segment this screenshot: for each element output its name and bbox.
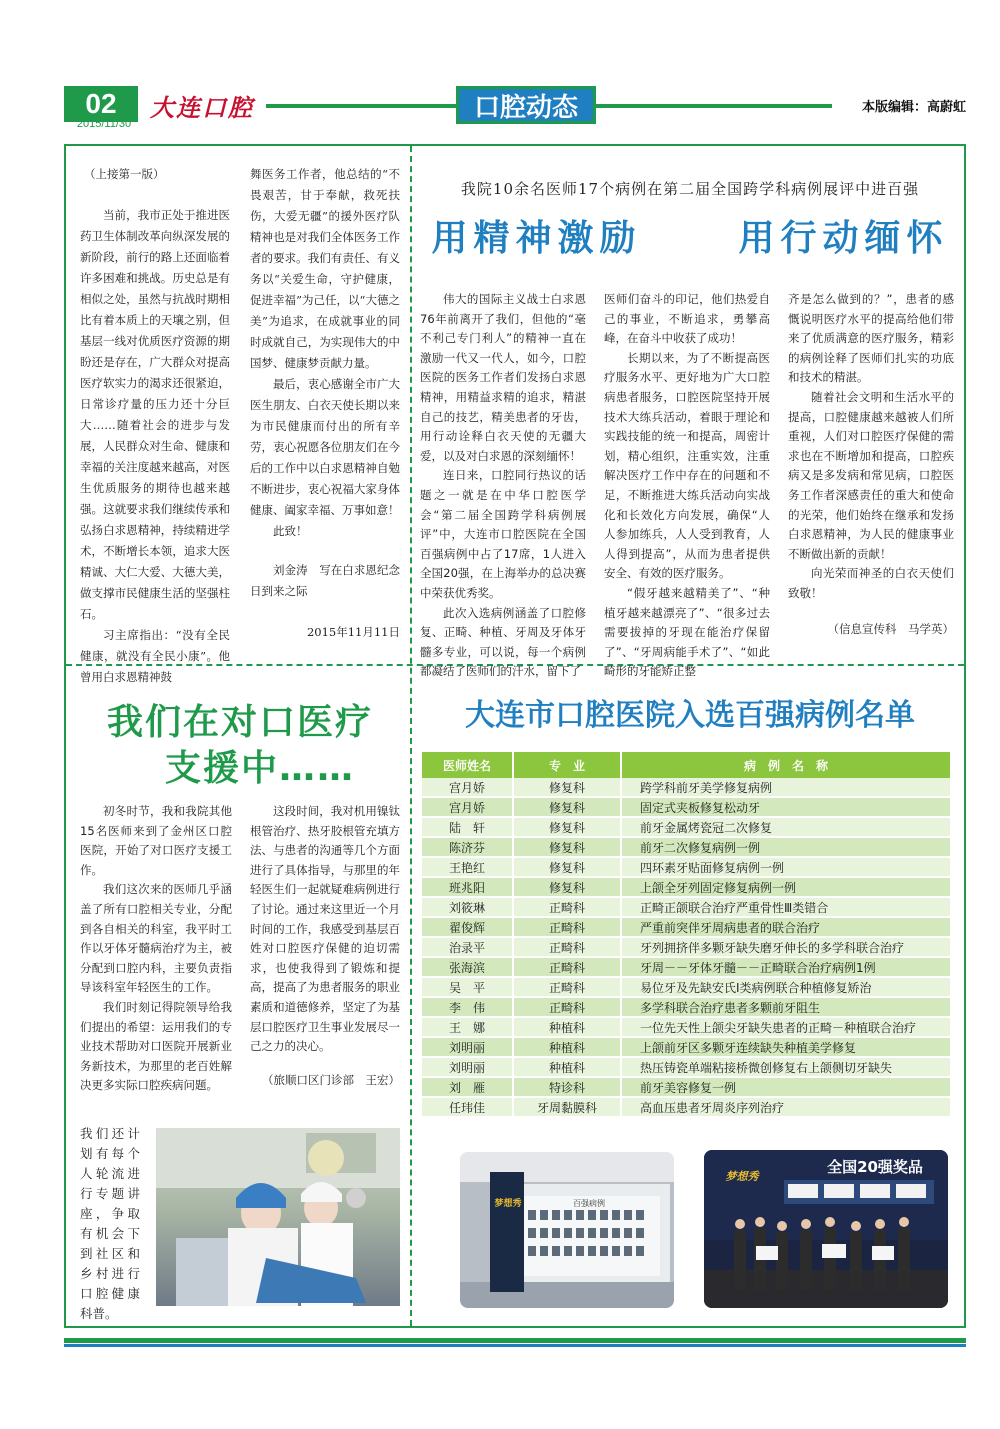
page-number: 02 xyxy=(64,86,138,122)
specialty-cell: 种植科 xyxy=(513,1057,621,1077)
paragraph: 初冬时节，我和我院其他15名医师来到了金州区口腔医院，开始了对口医疗支援工作。 xyxy=(80,804,232,877)
wall-illustration xyxy=(460,1152,674,1308)
header-case-name: 病 例 名 称 xyxy=(621,752,951,778)
headline-right: 用行动缅怀 xyxy=(738,218,949,259)
table-row xyxy=(422,1077,951,1097)
paragraph: 向光荣而神圣的白衣天使们致敬！ xyxy=(788,566,954,600)
paragraph: 齐是怎么做到的？”，患者的感慨说明医疗水平的提高给他们带来了优质满意的医疗服务，精彩的病例诠释了医师们扎实的功底和技术的精湛。 xyxy=(788,292,954,385)
award-banner-text: 全国20强奖品 xyxy=(827,1158,923,1176)
specialty-cell: 正畸科 xyxy=(513,937,621,957)
paragraph: 此次入选病例涵盖了口腔修复、正畸、种植、牙周及牙体牙髓多专业，可以说，每一个病例都凝结了医师们的汗水，留下了 xyxy=(420,605,586,679)
wall-banner-text: 梦想秀 xyxy=(494,1199,522,1209)
specialty-cell: 特诊科 xyxy=(513,1077,621,1097)
case-name-cell: 正畸正颌联合治疗严重骨性Ⅲ类错合 xyxy=(621,897,951,917)
specialty-cell: 修复科 xyxy=(513,778,621,797)
specialty-cell: 修复科 xyxy=(513,877,621,897)
footer-rule-green xyxy=(64,1338,966,1343)
cases-table xyxy=(422,752,952,1118)
case-name-cell: 上颌全牙列固定修复病例一例 xyxy=(621,877,951,897)
footer-rule-blue xyxy=(64,1344,966,1347)
article-headline xyxy=(420,210,960,261)
table-row xyxy=(422,957,951,977)
paragraph: 习主席指出：“没有全民健康，就没有全民小康”。他曾用白求恩精神鼓 xyxy=(80,628,230,684)
left-article-col1 xyxy=(80,164,230,688)
doctor-name-cell: 班兆阳 xyxy=(422,877,513,897)
table-row xyxy=(422,1057,951,1077)
support-col2 xyxy=(250,802,400,1090)
table-row xyxy=(422,1097,951,1117)
case-name-cell: 上颌前牙区多颗牙连续缺失种植美学修复 xyxy=(621,1037,951,1057)
paragraph: 舞医务工作者，他总结的“不畏艰苦，甘于奉献，救死扶伤，大爱无疆”的援外医疗队精神也是对我们全体医务工作者的要求。我们有责任、有义务以“关爱生命，守护健康，促进幸福”为己任，以“大德之美”为追求，在成就事业的同时成就自己，为实现伟大的中国梦、健康梦贡献力量。 xyxy=(250,167,400,370)
doctor-name-cell: 王 娜 xyxy=(422,1017,513,1037)
specialty-cell: 修复科 xyxy=(513,817,621,837)
paragraph: 我们还计划有每个人轮流进行专题讲座，争取有机会下到社区和乡村进行口腔健康科普。 xyxy=(80,1126,140,1321)
specialty-cell: 修复科 xyxy=(513,797,621,817)
case-name-cell: 四环素牙贴面修复病例一例 xyxy=(621,857,951,877)
issue-date: 2015/11/30 xyxy=(76,118,132,130)
table-body xyxy=(422,778,951,1117)
doctor-name-cell: 刘 雁 xyxy=(422,1077,513,1097)
doctor-name-cell: 李 伟 xyxy=(422,997,513,1017)
table-row xyxy=(422,1037,951,1057)
specialty-cell: 正畸科 xyxy=(513,917,621,937)
specialty-cell: 修复科 xyxy=(513,857,621,877)
article-col2 xyxy=(604,290,770,682)
event-photo-award xyxy=(704,1150,948,1308)
paper-name: 大连口腔 xyxy=(150,93,254,122)
article-subhead: 我院10余名医师17个病例在第二届全国跨学科病例展评中进百强 xyxy=(460,180,920,198)
specialty-cell: 种植科 xyxy=(513,1017,621,1037)
case-name-cell: 一位先天性上颌尖牙缺失患者的正畸－种植联合治疗 xyxy=(621,1017,951,1037)
doctor-name-cell: 刘明丽 xyxy=(422,1057,513,1077)
doctor-name-cell: 王艳红 xyxy=(422,857,513,877)
table-row xyxy=(422,797,951,817)
case-name-cell: 严重前突伴牙周病患者的联合治疗 xyxy=(621,917,951,937)
header-rule-left xyxy=(266,104,458,108)
doctor-name-cell: 刘明丽 xyxy=(422,1037,513,1057)
section-title: 口腔动态 xyxy=(456,86,596,124)
case-name-cell: 多学科联合治疗患者多颗前牙阻生 xyxy=(621,997,951,1017)
case-name-cell: 热压铸瓷单端粘接桥微创修复右上颌侧切牙缺失 xyxy=(621,1057,951,1077)
left-article-col2 xyxy=(250,164,400,643)
case-name-cell: 跨学科前牙美学修复病例 xyxy=(621,778,951,797)
paragraph: “假牙越来越精美了”、“种植牙越来越漂亮了”、“很多过去需要拔掉的牙现在能治疗保留了”、“牙周病能手术了”、“如此畸形的牙能矫正整 xyxy=(604,585,770,679)
table-row xyxy=(422,997,951,1017)
cases-title: 大连市口腔医院入选百强病例名单 xyxy=(465,698,915,733)
support-headline-line2: 支援中…… xyxy=(164,748,355,789)
specialty-cell: 正畸科 xyxy=(513,977,621,997)
case-name-cell: 高血压患者牙周炎序列治疗 xyxy=(621,1097,951,1117)
table-row xyxy=(422,897,951,917)
specialty-cell: 正畸科 xyxy=(513,997,621,1017)
table-row xyxy=(422,937,951,957)
paragraph: 当前，我市正处于推进医药卫生体制改革向纵深发展的新阶段，前行的路上还面临着许多困难和挑战。历史总是有相似之处，虽然与抗战时期相比有着本质上的天壤之别，但基层一线对优质医疗资源的期盼还是存在，广大群众对提高医疗软实力的渴求还很紧迫，日常诊疗量的压力还十分巨大……随着社会的进步与发展，人民群众对生命、健康和幸福的关注度越来越高，对医生优质服务的期待也越来越强。这就要求我们继续传承和弘扬白求恩精神，持续精进学术，不断增长本领，追求大医精诚、大仁大爱、大德大美，做支撑市民健康生活的坚强柱石。 xyxy=(80,208,230,621)
paragraph: 这段时间，我对机用镍钛根管治疗、热牙胶根管充填方法、与患者的沟通等几个方面进行了具体指导，与那里的年轻医生们一起就疑难病例进行了讨论。通过来这里近一个月时间的工作，我感受到基层百姓对口腔医疗保健的迫切需求，也使我得到了锻炼和提高，提高了为患者服务的职业素质和道德修养，坚定了为基层口腔医疗卫生事业发展尽一己之力的决心。 xyxy=(250,804,400,1054)
continued-note: （上接第一版） xyxy=(84,167,165,181)
award-logo-text: 梦想秀 xyxy=(725,1170,759,1183)
case-name-cell: 易位牙及先缺安氏Ⅰ类病例联合种植修复矫治 xyxy=(621,977,951,997)
doctor-name-cell: 治录平 xyxy=(422,937,513,957)
dentist-illustration xyxy=(156,1128,400,1306)
specialty-cell: 种植科 xyxy=(513,1037,621,1057)
paragraph: 伟大的国际主义战士白求恩76年前离开了我们，但他的“毫不利己专门利人”的精神一直在激励一代又一代人，如今，口腔医院的医务工作者们发扬白求恩精神，用精益求精的追求，精湛自己的技艺，精美患者的牙齿，用行动诠释白衣天使的无疆大爱，以及对白求恩的深刻缅怀！ xyxy=(420,292,586,463)
doctor-name-cell: 刘筱琳 xyxy=(422,897,513,917)
case-name-cell: 牙周－－牙体牙髓－－正畸联合治疗病例1例 xyxy=(621,957,951,977)
doctor-name-cell: 宫月娇 xyxy=(422,797,513,817)
paragraph: 我们时刻记得院领导给我们提出的希望：运用我们的专业技术帮助对口医院开展新业务新技术，为那里的老百姓解决更多实际口腔疾病问题。 xyxy=(80,999,232,1093)
paragraph: 最后，衷心感谢全市广大医生朋友、白衣天使长期以来为市民健康而付出的所有辛劳，衷心祝愿各位朋友们在今后的工作中以白求恩精神自勉不断进步，衷心祝福大家身体健康、阖家幸福、万事如意！ xyxy=(250,377,400,517)
specialty-cell: 牙周黏膜科 xyxy=(513,1097,621,1117)
header-doctor: 医师姓名 xyxy=(422,752,513,778)
column-divider xyxy=(410,146,412,1326)
article-col1 xyxy=(420,290,586,682)
editor-credit: 本版编辑：高蔚虹 xyxy=(861,100,966,115)
clinic-photo xyxy=(156,1128,400,1306)
wall-heading-text: 百强病例 xyxy=(573,1199,605,1208)
specialty-cell: 正畸科 xyxy=(513,897,621,917)
doctor-name-cell: 陈济芬 xyxy=(422,837,513,857)
doctor-name-cell: 张海滨 xyxy=(422,957,513,977)
case-name-cell: 牙列拥挤伴多颗牙缺失磨牙伸长的多学科联合治疗 xyxy=(621,937,951,957)
paragraph: 医师们奋斗的印记，他们热爱自己的事业，不断追求，勇攀高峰，在奋斗中收获了成功！ xyxy=(604,292,770,346)
signature: 刘金涛 写在白求恩纪念日到来之际 xyxy=(250,563,400,598)
article-col3 xyxy=(788,290,954,639)
support-col1 xyxy=(80,802,232,1096)
support-headline-line1: 我们在对口医疗 xyxy=(106,702,373,743)
paragraph: 我们这次来的医师几乎涵盖了所有口腔相关专业，分配到各自相关的科室，我平时工作以牙体牙髓病治疗为主，被分配到口腔内科，主要负责指导该科室年轻医生的工作。 xyxy=(80,882,232,995)
paragraph: 连日来，口腔同行热议的话题之一就是在中华口腔医学会“第二届全国跨学科病例展评”中，大连市口腔医院在全国百强病例中占了17席，1人进入全国20强，在上海举办的总决赛中荣获优秀奖。 xyxy=(420,468,586,600)
header-rule-right xyxy=(596,104,832,108)
byline: （旅顺口区门诊部 王宏） xyxy=(262,1072,400,1087)
doctor-name-cell: 吴 平 xyxy=(422,977,513,997)
event-photo-wall xyxy=(460,1152,674,1308)
signature-date: 2015年11月11日 xyxy=(306,625,400,639)
specialty-cell: 正畸科 xyxy=(513,957,621,977)
byline: （信息宣传科 马学英） xyxy=(827,621,954,636)
support-col1-wrap xyxy=(80,1124,140,1324)
doctor-name-cell: 任玮佳 xyxy=(422,1097,513,1117)
table-row xyxy=(422,977,951,997)
case-name-cell: 固定式夹板修复松动牙 xyxy=(621,797,951,817)
cases-table-wrap xyxy=(422,752,952,1118)
table-row xyxy=(422,857,951,877)
case-name-cell: 前牙金属烤瓷冠二次修复 xyxy=(621,817,951,837)
table-row xyxy=(422,837,951,857)
specialty-cell: 修复科 xyxy=(513,837,621,857)
case-name-cell: 前牙二次修复病例一例 xyxy=(621,837,951,857)
header-specialty: 专 业 xyxy=(513,752,621,778)
paragraph: 长期以来，为了不断提高医疗服务水平、更好地为广大口腔病患者服务，口腔医院坚持开展技术大练兵活动，着眼于理论和实践技能的统一和提高，周密计划，精心组织，注重实效，注重解决医疗工作中存在的问题和不足，不断推进大练兵活动向实战化和长效化方向发展，确保“人人参加练兵，人人受到教育，人人得到提高”，从而为患者提供安全、有效的医疗服务。 xyxy=(604,350,770,581)
table-row xyxy=(422,817,951,837)
case-name-cell: 前牙美容修复一例 xyxy=(621,1077,951,1097)
table-row xyxy=(422,778,951,797)
doctor-name-cell: 陆 轩 xyxy=(422,817,513,837)
headline-left: 用精神激励 xyxy=(431,218,642,259)
doctor-name-cell: 宫月娇 xyxy=(422,778,513,797)
paragraph: 随着社会文明和生活水平的提高，口腔健康越来越被人们所重视，人们对口腔医疗保健的需求也在不断增加和提高，口腔疾病又是多发病和常见病，口腔医务工作者深感责任的重大和使命的光荣，他们始终在继承和发扬白求恩精神，为人民的健康事业不断做出新的贡献！ xyxy=(788,389,954,561)
doctor-name-cell: 翟俊辉 xyxy=(422,917,513,937)
table-row xyxy=(422,1017,951,1037)
table-row xyxy=(422,877,951,897)
table-row xyxy=(422,917,951,937)
closing: 此致！ xyxy=(273,524,308,538)
table-header-row xyxy=(422,752,951,778)
